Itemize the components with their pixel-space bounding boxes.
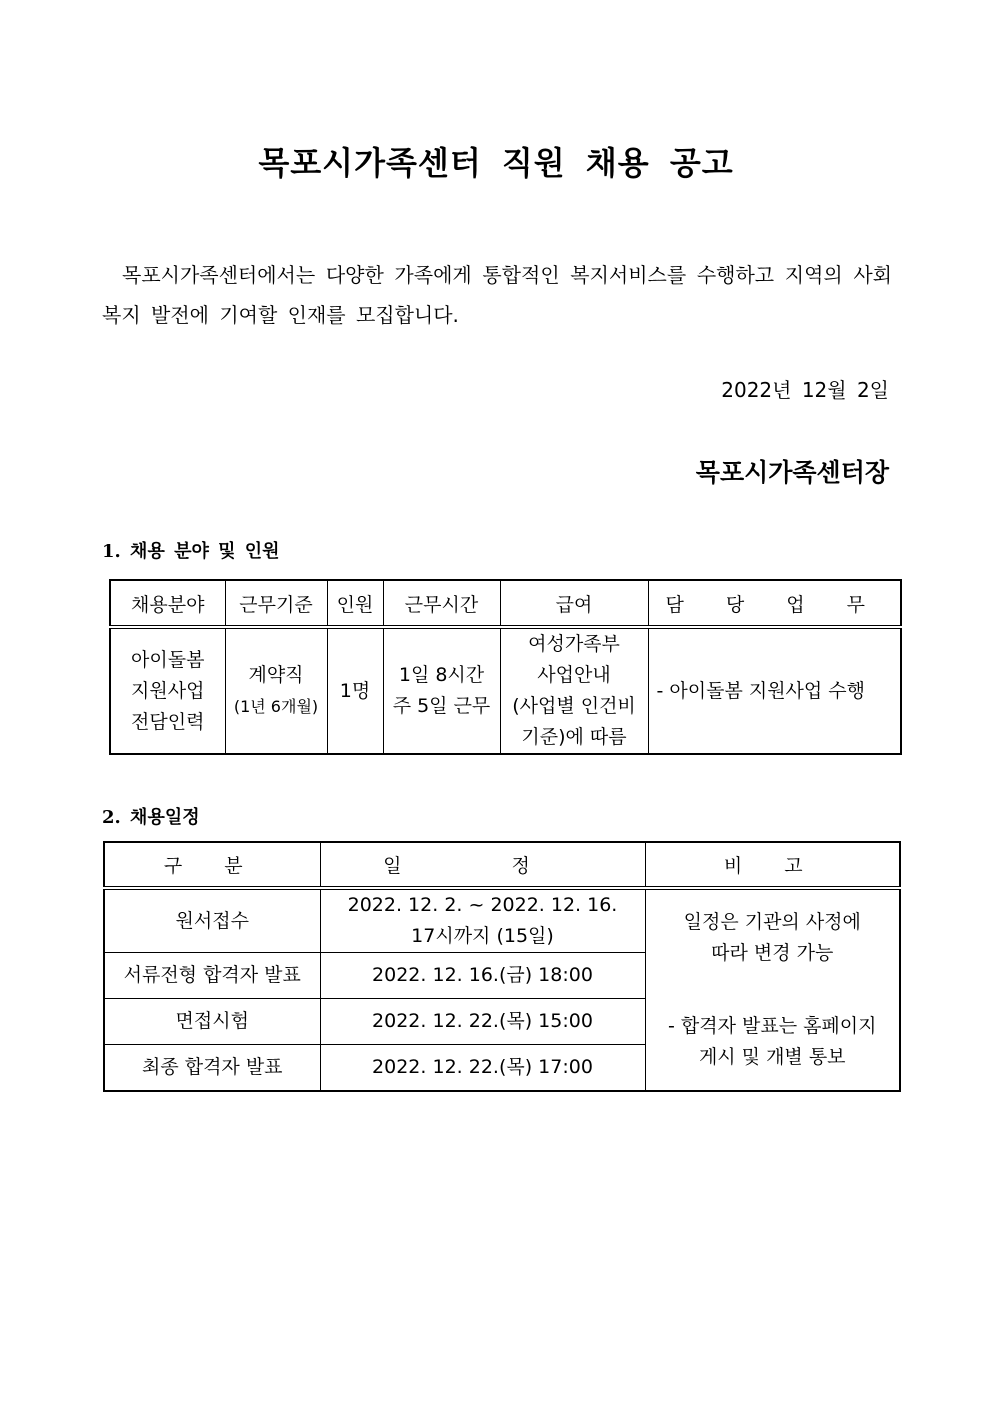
schedule-table xyxy=(103,841,901,1092)
issuer-name: 목포시가족센터장 xyxy=(695,458,889,487)
cell-remarks: 일정은 기관의 사정에 따라 변경 가능 - 합격자 발표는 홈페이지 게시 및 개별 통보 xyxy=(645,888,900,1091)
cell-schedule: 2022. 12. 22.(목) 15:00 xyxy=(320,999,645,1045)
intro-paragraph: 목포시가족센터에서는 다양한 가족에게 통합적인 복지서비스를 수행하고 지역의 사회복지 발전에 기여할 인재를 모집합니다. xyxy=(102,263,892,327)
announcement-date: 2022년 12월 2일 xyxy=(721,378,889,402)
cell-hours: 1일 8시간 주 5일 근무 xyxy=(383,627,500,754)
cell-schedule: 2022. 12. 22.(목) 17:00 xyxy=(320,1045,645,1092)
table-header-row xyxy=(104,842,900,888)
table-header-row xyxy=(110,580,901,627)
table-row xyxy=(110,627,901,754)
recruitment-table xyxy=(109,579,902,755)
cell-contract: 계약직 (1년 6개월) xyxy=(225,627,327,754)
cell-schedule: 2022. 12. 16.(금) 18:00 xyxy=(320,953,645,999)
cell-salary: 여성가족부 사업안내 (사업별 인건비 기준)에 따름 xyxy=(500,627,648,754)
section-1-title: 1. 채용 분야 및 인원 xyxy=(102,541,280,562)
cell-schedule: 2022. 12. 2. ~ 2022. 12. 16. 17시까지 (15일) xyxy=(320,888,645,953)
cell-count: 1명 xyxy=(327,627,383,754)
header-count: 인원 xyxy=(327,580,383,627)
header-field: 채용분야 xyxy=(110,580,225,627)
table-row xyxy=(104,888,900,953)
header-salary: 급여 xyxy=(500,580,648,627)
header-remarks: 비 고 xyxy=(645,842,900,888)
cell-label: 면접시험 xyxy=(104,999,320,1045)
cell-field: 아이돌봄 지원사업 전담인력 xyxy=(110,627,225,754)
cell-label: 서류전형 합격자 발표 xyxy=(104,953,320,999)
header-schedule: 일 정 xyxy=(320,842,645,888)
header-duty: 담 당 업 무 xyxy=(648,580,901,627)
cell-duty: - 아이돌봄 지원사업 수행 xyxy=(648,627,901,754)
cell-label: 원서접수 xyxy=(104,888,320,953)
header-hours: 근무시간 xyxy=(383,580,500,627)
cell-label: 최종 합격자 발표 xyxy=(104,1045,320,1092)
section-2-title: 2. 채용일정 xyxy=(102,807,200,828)
header-category: 구 분 xyxy=(104,842,320,888)
page-title: 목포시가족센터 직원 채용 공고 xyxy=(258,144,734,182)
header-contract: 근무기준 xyxy=(225,580,327,627)
